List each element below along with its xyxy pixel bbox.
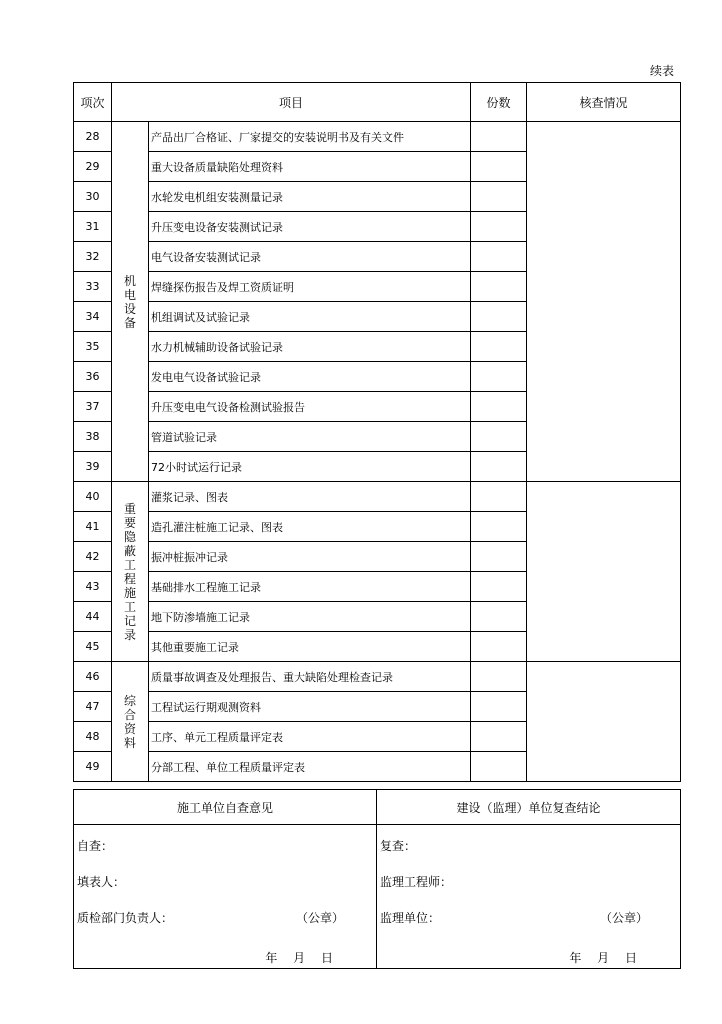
date-label: 年 月 日	[265, 951, 333, 965]
item-number: 31	[74, 212, 112, 242]
item-number: 48	[74, 722, 112, 752]
copies-cell	[471, 542, 527, 572]
item-name: 焊缝探伤报告及焊工资质证明	[149, 272, 471, 302]
seal-label: （公章）	[295, 911, 344, 925]
item-number: 35	[74, 332, 112, 362]
item-number: 41	[74, 512, 112, 542]
owner-sign-area	[377, 825, 680, 968]
table-row	[74, 122, 681, 152]
item-name: 水力机械辅助设备试验记录	[149, 332, 471, 362]
copies-cell	[471, 242, 527, 272]
item-name: 升压变电电气设备检测试验报告	[149, 392, 471, 422]
table-header-row	[74, 83, 681, 122]
item-name: 地下防渗墙施工记录	[149, 602, 471, 632]
contractor-sign-area	[74, 825, 376, 968]
copies-cell	[471, 392, 527, 422]
item-name: 工序、单元工程质量评定表	[149, 722, 471, 752]
table-row	[74, 662, 681, 692]
copies-cell	[471, 182, 527, 212]
item-name: 其他重要施工记录	[149, 632, 471, 662]
header-copies: 份数	[471, 83, 527, 122]
category-label: 综合资料	[123, 693, 136, 750]
copies-cell	[471, 332, 527, 362]
copies-cell	[471, 452, 527, 482]
item-number: 36	[74, 362, 112, 392]
item-number: 42	[74, 542, 112, 572]
item-name: 电气设备安装测试记录	[149, 242, 471, 272]
item-number: 28	[74, 122, 112, 152]
supervision-unit-label: 监理单位：	[380, 911, 441, 925]
check-status-cell	[527, 482, 681, 662]
item-name: 基础排水工程施工记录	[149, 572, 471, 602]
item-number: 30	[74, 182, 112, 212]
category-label: 机电设备	[123, 273, 136, 330]
header-check: 核查情况	[527, 83, 681, 122]
item-number: 34	[74, 302, 112, 332]
copies-cell	[471, 692, 527, 722]
item-name: 振冲桩振冲记录	[149, 542, 471, 572]
item-number: 39	[74, 452, 112, 482]
copies-cell	[471, 632, 527, 662]
copies-cell	[471, 272, 527, 302]
header-item: 项目	[112, 83, 471, 122]
contractor-self-check-title: 施工单位自查意见	[74, 790, 377, 825]
seal-label: （公章）	[599, 911, 648, 925]
owner-review-title: 建设（监理）单位复查结论	[377, 790, 681, 825]
copies-cell	[471, 752, 527, 782]
item-name: 重大设备质量缺陷处理资料	[149, 152, 471, 182]
item-name: 发电电气设备试验记录	[149, 362, 471, 392]
supervising-engineer-label: 监理工程师：	[380, 875, 453, 889]
item-name: 水轮发电机组安装测量记录	[149, 182, 471, 212]
copies-cell	[471, 722, 527, 752]
check-status-cell	[527, 662, 681, 782]
item-name: 管道试验记录	[149, 422, 471, 452]
review-label: 复查：	[380, 839, 417, 853]
filled-by-label: 填表人：	[77, 875, 126, 889]
category-cell	[112, 122, 149, 482]
item-number: 40	[74, 482, 112, 512]
item-number: 43	[74, 572, 112, 602]
item-name: 灌浆记录、图表	[149, 482, 471, 512]
item-number: 32	[74, 242, 112, 272]
item-name: 分部工程、单位工程质量评定表	[149, 752, 471, 782]
copies-cell	[471, 302, 527, 332]
copies-cell	[471, 662, 527, 692]
signature-table	[73, 789, 681, 969]
continued-label: 续表	[650, 64, 675, 78]
item-number: 44	[74, 602, 112, 632]
header-no: 项次	[74, 83, 112, 122]
item-name: 工程试运行期观测资料	[149, 692, 471, 722]
copies-cell	[471, 362, 527, 392]
item-number: 37	[74, 392, 112, 422]
self-check-label: 自查：	[77, 839, 114, 853]
qc-head-label: 质检部门负责人：	[77, 911, 174, 925]
copies-cell	[471, 422, 527, 452]
check-status-cell	[527, 122, 681, 482]
table-row	[74, 482, 681, 512]
date-label: 年 月 日	[569, 951, 637, 965]
item-name: 升压变电设备安装测试记录	[149, 212, 471, 242]
item-name: 造孔灌注桩施工记录、图表	[149, 512, 471, 542]
copies-cell	[471, 602, 527, 632]
copies-cell	[471, 512, 527, 542]
item-name: 产品出厂合格证、厂家提交的安装说明书及有关文件	[149, 122, 471, 152]
item-number: 29	[74, 152, 112, 182]
copies-cell	[471, 482, 527, 512]
item-number: 45	[74, 632, 112, 662]
category-cell	[112, 482, 149, 662]
category-label: 重要隐蔽工程施工记录	[123, 501, 136, 642]
copies-cell	[471, 572, 527, 602]
copies-cell	[471, 152, 527, 182]
item-number: 47	[74, 692, 112, 722]
copies-cell	[471, 122, 527, 152]
checklist-table	[73, 82, 681, 782]
copies-cell	[471, 212, 527, 242]
item-number: 38	[74, 422, 112, 452]
item-name: 机组调试及试验记录	[149, 302, 471, 332]
item-name: 质量事故调查及处理报告、重大缺陷处理检查记录	[149, 662, 471, 692]
item-name: 72小时试运行记录	[149, 452, 471, 482]
item-number: 49	[74, 752, 112, 782]
category-cell	[112, 662, 149, 782]
item-number: 46	[74, 662, 112, 692]
item-number: 33	[74, 272, 112, 302]
